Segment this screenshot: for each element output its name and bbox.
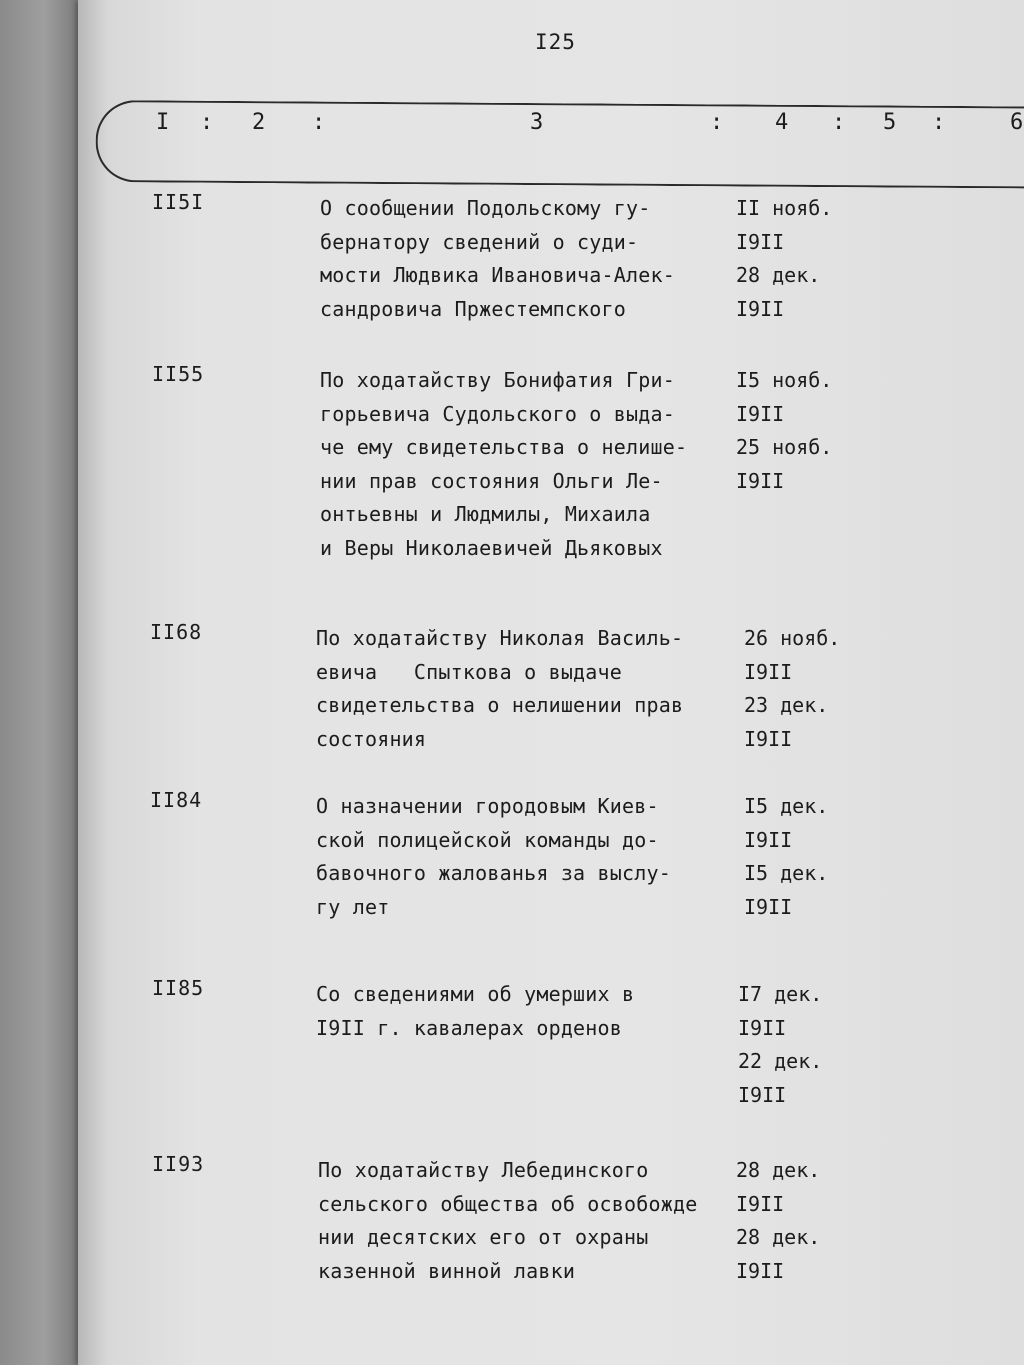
date-line: I9II: [736, 468, 785, 493]
column-separator: :: [710, 110, 724, 135]
title-line: состояния: [316, 726, 427, 751]
date-line: I9II: [736, 1191, 785, 1216]
title-line: По ходатайству Николая Василь-: [316, 626, 684, 650]
title-line: По ходатайству Бонифатия Гри-: [320, 368, 675, 392]
column-6-label: 6: [1010, 110, 1024, 135]
date-line: I5 дек.: [744, 861, 829, 885]
title-line: I9II г. кавалерах орденов: [316, 1015, 623, 1040]
date-line: I9II: [744, 827, 793, 852]
entry-dates: [744, 790, 828, 924]
date-line: I7 дек.: [738, 982, 823, 1006]
entry-title: [320, 364, 750, 565]
entry-number: II84: [150, 788, 203, 812]
date-line: 23 дек.: [744, 693, 829, 717]
column-2-label: 2: [252, 110, 266, 135]
title-line: свидетельства о нелишении прав: [316, 693, 684, 717]
facing-page-edge: [0, 0, 80, 1365]
entry-dates: [736, 192, 832, 326]
date-line: 28 дек.: [736, 1158, 821, 1182]
entry-title: [320, 192, 750, 326]
date-line: 26 нояб.: [744, 626, 841, 650]
date-line: I9II: [744, 659, 793, 684]
title-line: гу лет: [316, 894, 390, 919]
title-line: По ходатайству Лебединского: [318, 1158, 649, 1182]
title-line: О назначении городовым Киев-: [316, 794, 659, 818]
date-line: I9II: [736, 1258, 785, 1283]
entry-number: II85: [152, 976, 205, 1000]
title-line: ской полицейской команды до-: [316, 827, 659, 852]
page-number: I25: [535, 30, 576, 54]
entry-title: [316, 978, 746, 1045]
title-line: че ему свидетельства о нелише-: [320, 435, 688, 459]
column-separator: :: [832, 110, 846, 135]
date-line: I9II: [744, 726, 793, 751]
entry-number: II68: [150, 620, 203, 644]
entry-number: II93: [152, 1152, 205, 1176]
title-line: нии прав состояния Ольги Ле-: [320, 468, 663, 493]
date-line: I9II: [738, 1015, 787, 1040]
title-line: сандровича Пржестемпского: [320, 296, 627, 321]
title-line: нии десятских его от охраны: [318, 1225, 649, 1249]
title-line: сельского общества об освобожде: [318, 1191, 698, 1216]
column-separator: :: [200, 110, 214, 135]
entry-dates: [736, 1154, 820, 1288]
column-3-label: 3: [530, 110, 544, 135]
title-line: казенной винной лавки: [318, 1258, 576, 1283]
date-line: I9II: [744, 894, 793, 919]
entry-title: [318, 1154, 748, 1288]
date-line: I5 дек.: [744, 794, 829, 818]
date-line: 28 дек.: [736, 1225, 821, 1249]
date-line: I5 нояб.: [736, 368, 833, 392]
date-line: II нояб.: [736, 196, 833, 220]
title-line: бавочного жалованья за выслу-: [316, 861, 671, 885]
title-line: мости Людвика Ивановича-Алек-: [320, 263, 675, 287]
date-line: I9II: [736, 401, 785, 426]
column-4-label: 4: [775, 110, 789, 135]
date-line: I9II: [738, 1082, 787, 1107]
entry-dates: [744, 622, 840, 756]
entry-title: [316, 790, 746, 924]
entry-dates: [738, 978, 822, 1112]
entry-number: II5I: [152, 190, 205, 214]
title-line: и Веры Николаевичей Дьяковых: [320, 535, 663, 560]
column-separator: :: [312, 110, 326, 135]
date-line: 22 дек.: [738, 1049, 823, 1073]
column-5-label: 5: [883, 110, 897, 135]
entry-number: II55: [152, 362, 205, 386]
date-line: I9II: [736, 296, 785, 321]
entry-dates: [736, 364, 832, 498]
column-1-label: I: [156, 110, 170, 135]
title-line: Со сведениями об умерших в: [316, 982, 635, 1006]
date-line: I9II: [736, 229, 785, 254]
date-line: 25 нояб.: [736, 435, 833, 459]
title-line: евича Спыткова о выдаче: [316, 659, 623, 684]
title-line: онтьевны и Людмилы, Михаила: [320, 502, 651, 526]
title-line: горьевича Судольского о выда-: [320, 401, 675, 426]
date-line: 28 дек.: [736, 263, 821, 287]
title-line: бернатору сведений о суди-: [320, 229, 639, 254]
column-separator: :: [932, 110, 946, 135]
entry-title: [316, 622, 746, 756]
title-line: О сообщении Подольскому гу-: [320, 196, 651, 220]
